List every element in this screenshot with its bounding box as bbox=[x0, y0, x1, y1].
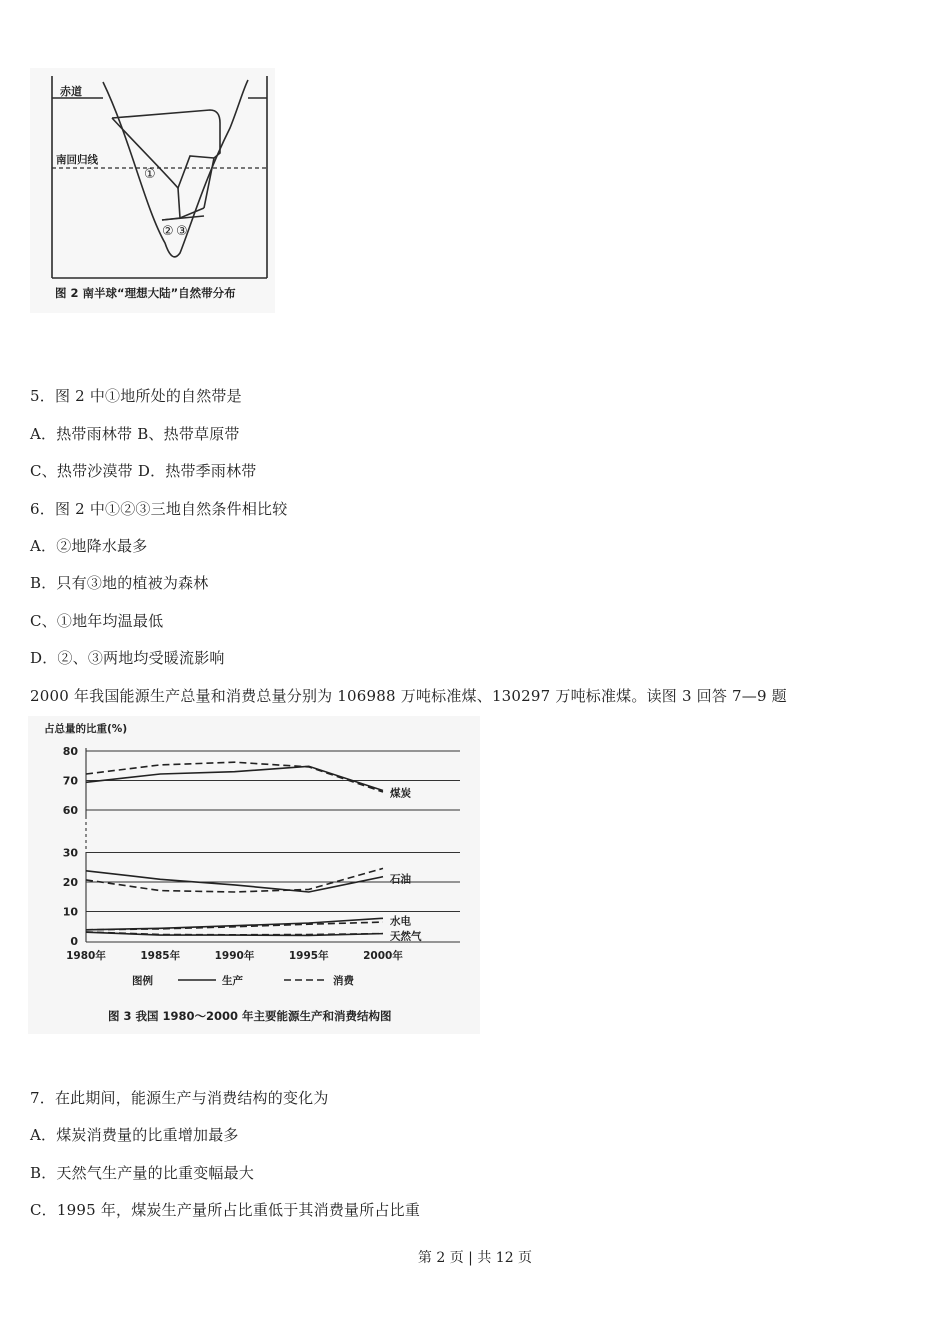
figure-2-caption: 图 2 南半球“理想大陆”自然带分布 bbox=[55, 286, 236, 300]
question-7-option-a: A．煤炭消费量的比重增加最多 bbox=[30, 1126, 239, 1144]
question-6-option-b: B．只有③地的植被为森林 bbox=[30, 574, 209, 592]
y-axis-label: 占总量的比重(%) bbox=[44, 723, 128, 735]
figure-3-caption: 图 3 我国 1980～2000 年主要能源生产和消费结构图 bbox=[108, 1009, 392, 1023]
question-5-option-cd: C、热带沙漠带 D．热带季雨林带 bbox=[30, 462, 257, 480]
y-tick-label: 0 bbox=[70, 935, 78, 948]
question-7: 7．在此期间，能源生产与消费结构的变化为 bbox=[30, 1089, 329, 1107]
question-6: 6．图 2 中①②③三地自然条件相比较 bbox=[30, 500, 288, 518]
question-6-option-d: D．②、③两地均受暖流影响 bbox=[30, 649, 225, 667]
figure-2-drawing bbox=[30, 68, 275, 313]
question-5-option-ab: A．热带雨林带 B、热带草原带 bbox=[30, 425, 240, 443]
question-5: 5．图 2 中①地所处的自然带是 bbox=[30, 387, 242, 405]
legend-dashed-label: 消费 bbox=[333, 975, 354, 987]
x-tick-label: 2000年 bbox=[363, 950, 403, 962]
x-tick-label: 1995年 bbox=[288, 950, 329, 962]
mark-3: ③ bbox=[176, 224, 188, 239]
energy-structure-chart bbox=[28, 716, 480, 1034]
mark-2: ② bbox=[162, 224, 174, 239]
x-tick-label: 1990年 bbox=[214, 950, 255, 962]
figure-2 bbox=[30, 68, 275, 313]
legend-title: 图例 bbox=[132, 975, 153, 987]
question-6-option-c: C、①地年均温最低 bbox=[30, 612, 164, 630]
y-tick-label: 60 bbox=[62, 804, 78, 817]
y-tick-label: 80 bbox=[62, 745, 78, 758]
question-7-option-b: B．天然气生产量的比重变幅最大 bbox=[30, 1164, 255, 1182]
legend-solid-label: 生产 bbox=[222, 975, 243, 987]
series-label: 天然气 bbox=[390, 930, 422, 943]
tropic-label: 南回归线 bbox=[56, 154, 98, 166]
y-tick-label: 20 bbox=[62, 876, 78, 889]
figure-3 bbox=[28, 716, 480, 1034]
question-6-option-a: A．②地降水最多 bbox=[30, 537, 148, 555]
reading-intro: 2000 年我国能源生产总量和消费总量分别为 106988 万吨标准煤、130297 万吨标准煤。读图 3 回答 7—9 题 bbox=[30, 687, 787, 705]
series-label: 煤炭 bbox=[390, 787, 411, 800]
y-tick-label: 30 bbox=[62, 846, 78, 860]
series-label: 水电 bbox=[390, 915, 411, 928]
equator-label: 赤道 bbox=[60, 85, 82, 98]
mark-1: ① bbox=[144, 167, 156, 182]
question-7-option-c: C．1995 年，煤炭生产量所占比重低于其消费量所占比重 bbox=[30, 1201, 421, 1219]
page-footer: 第 2 页 | 共 12 页 bbox=[417, 1250, 533, 1266]
y-tick-label: 10 bbox=[62, 905, 78, 919]
x-tick-label: 1980年 bbox=[66, 950, 106, 962]
y-tick-label: 70 bbox=[62, 774, 78, 788]
series-label: 石油 bbox=[390, 873, 411, 886]
x-tick-label: 1985年 bbox=[140, 950, 181, 962]
